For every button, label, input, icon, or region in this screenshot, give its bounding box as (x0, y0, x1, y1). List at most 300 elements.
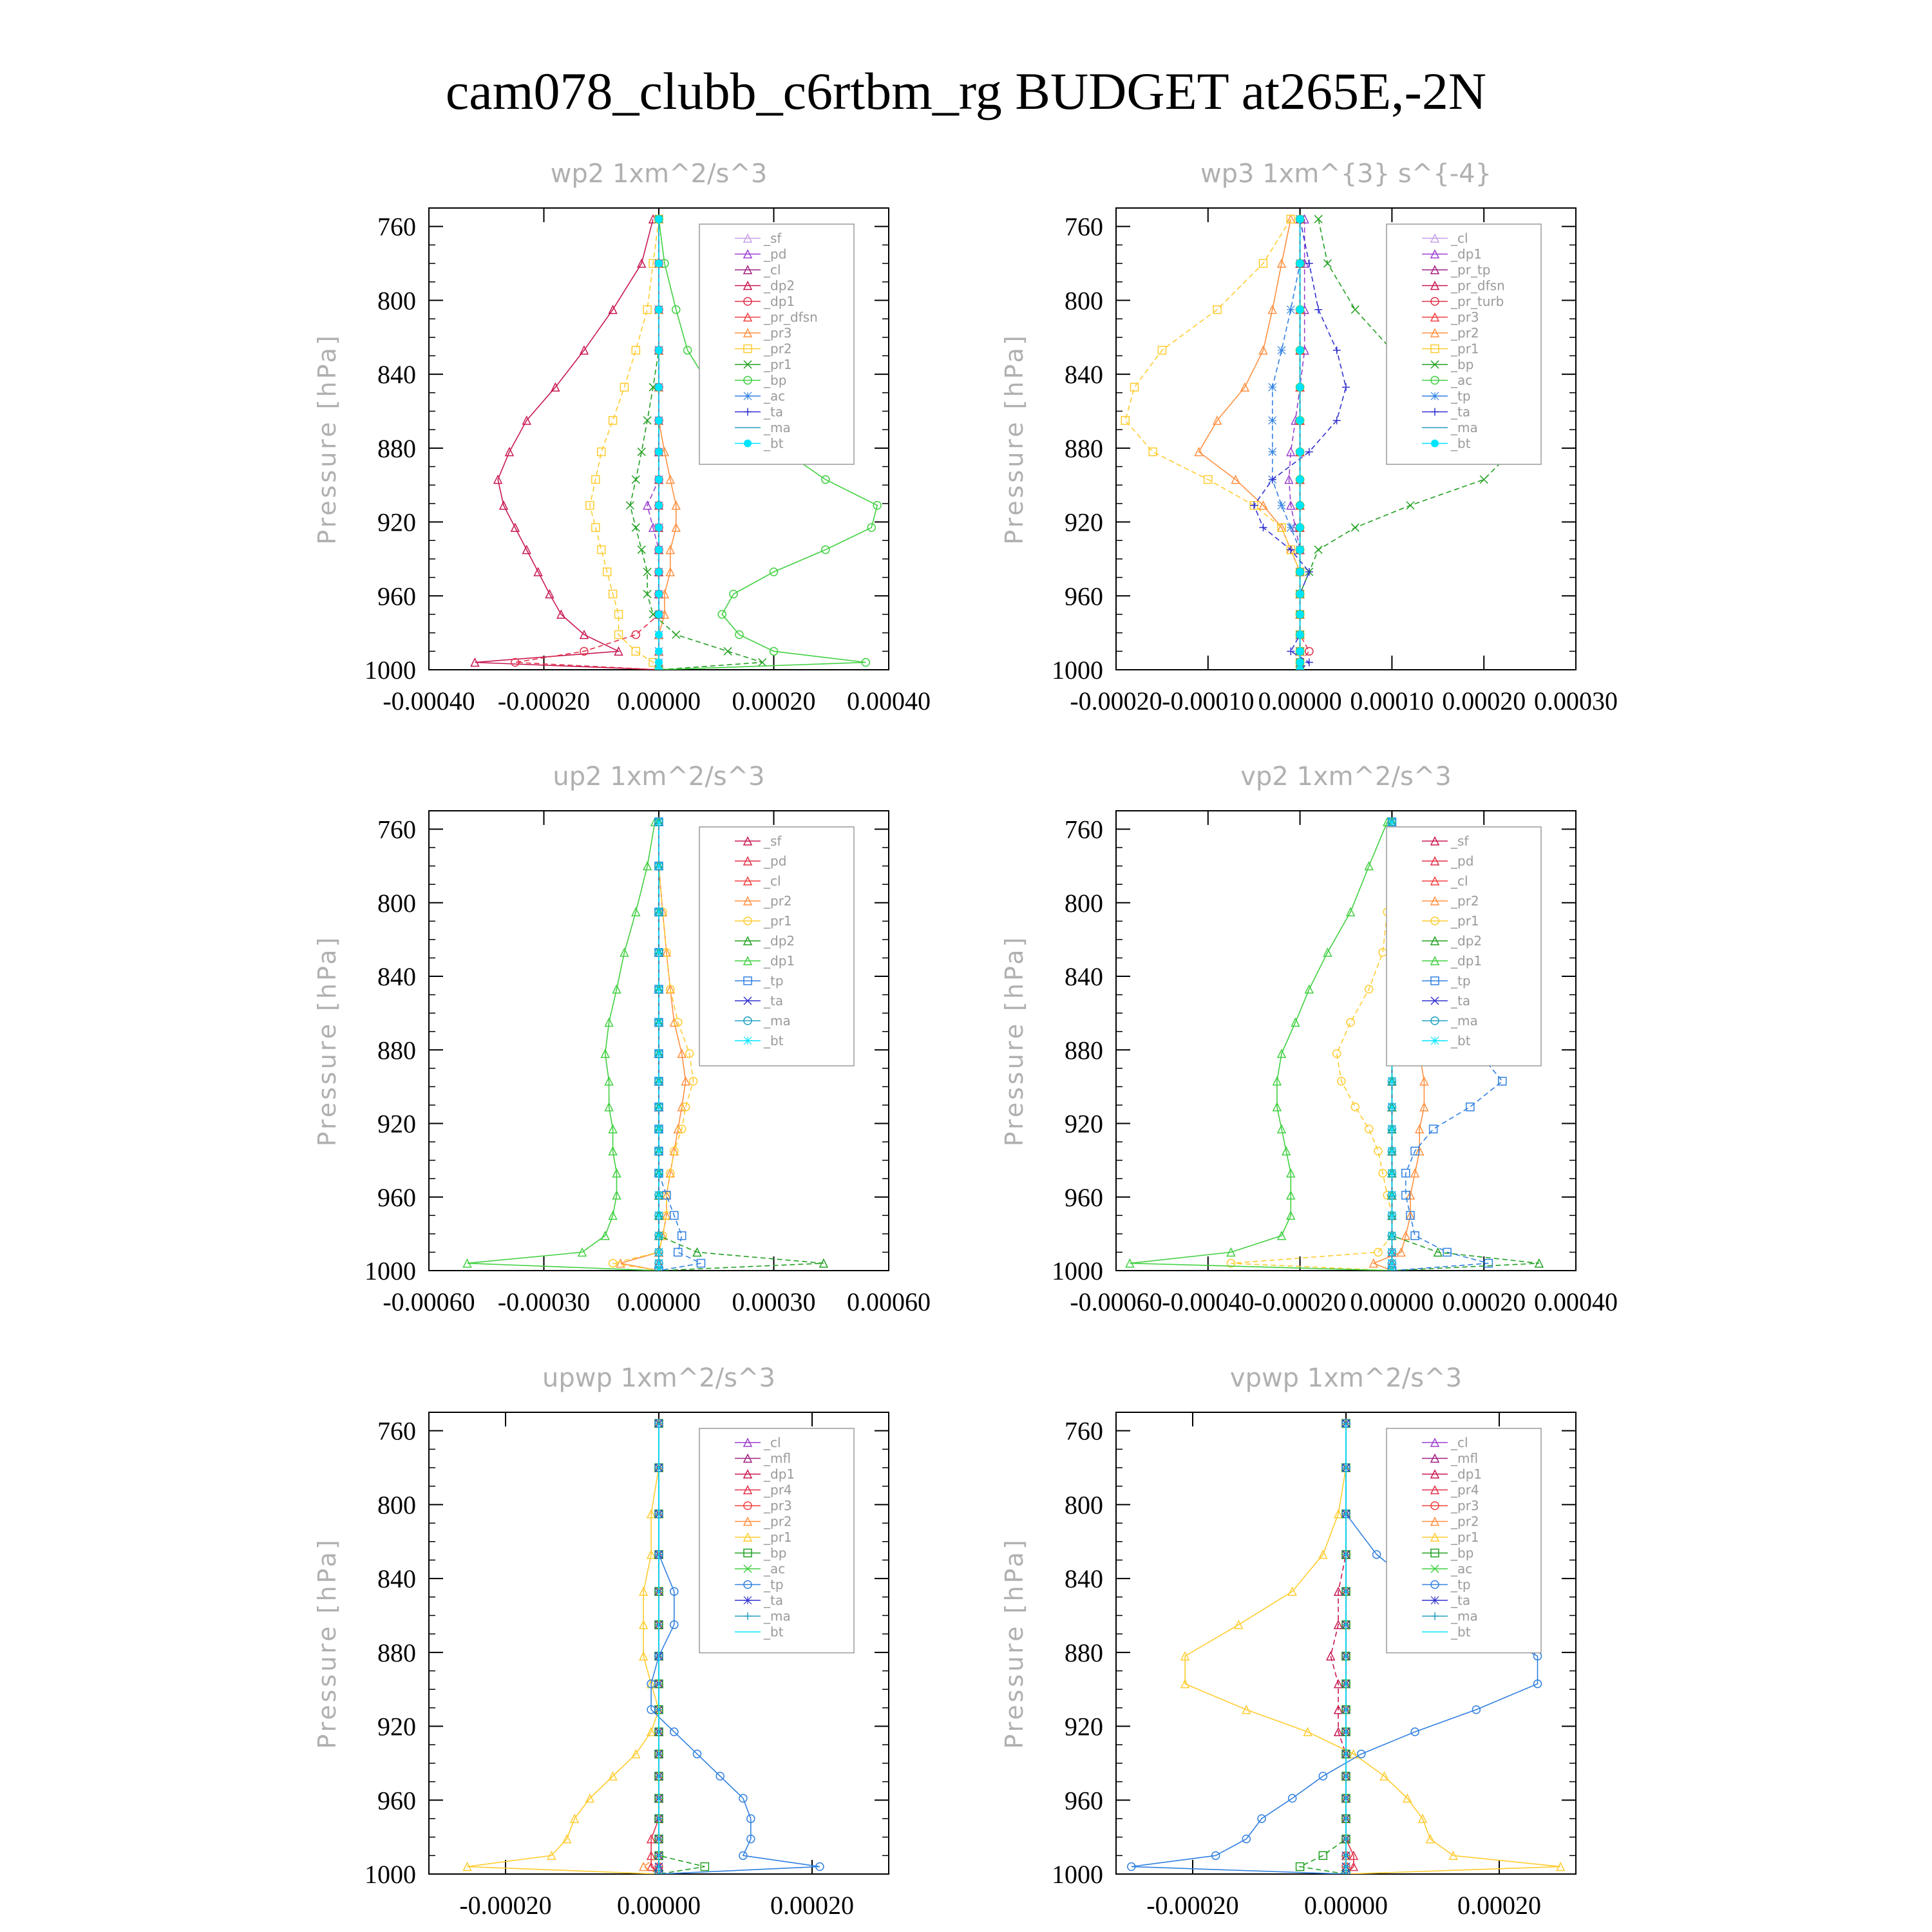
y-tick-label: 840 (377, 962, 416, 992)
legend-label: _ta (764, 404, 784, 420)
data-point (1296, 502, 1304, 509)
data-point (655, 1050, 663, 1057)
data-point (744, 392, 752, 400)
x-tick-label: 0.00020 (770, 1891, 854, 1920)
data-point (632, 524, 639, 531)
legend-label: _ta (764, 1593, 784, 1608)
x-tick-label: -0.00020 (497, 687, 591, 715)
data-point (655, 1248, 663, 1256)
legend (699, 827, 854, 1066)
legend-label: _mfl (764, 1450, 791, 1466)
chart-panel-wp2 (313, 159, 931, 715)
data-point (655, 448, 663, 456)
series-line (1130, 822, 1392, 1271)
legend-label: _dp2 (1451, 933, 1482, 949)
legend-label: _pr3 (764, 325, 792, 341)
legend-label: _pr2 (1451, 893, 1479, 909)
data-point (1305, 647, 1313, 655)
data-point (655, 862, 663, 870)
y-tick-label: 880 (377, 433, 416, 463)
data-point (655, 1018, 663, 1026)
data-point (1296, 524, 1304, 531)
legend-label: _pr3 (764, 1498, 792, 1513)
data-point (655, 568, 663, 576)
data-point (1388, 1125, 1396, 1133)
x-tick-label: 0.00000 (1258, 687, 1342, 715)
legend-label: _bt (1451, 435, 1471, 451)
legend (1387, 224, 1541, 464)
legend-label: _bt (1451, 1033, 1471, 1048)
chart-title: vpwp 1xm^2/s^3 (1229, 1363, 1463, 1393)
data-point (1411, 1232, 1419, 1240)
y-tick-label: 760 (377, 1416, 416, 1446)
y-tick-label: 800 (377, 286, 416, 316)
y-tick-label: 1000 (1052, 1256, 1103, 1285)
data-point (638, 546, 645, 554)
data-point (609, 417, 617, 424)
x-tick-label: 0.00030 (1534, 687, 1618, 715)
legend-label: _pr2 (1451, 1513, 1479, 1530)
data-point (1296, 306, 1304, 314)
data-point (1287, 647, 1294, 655)
data-point (1250, 502, 1258, 509)
data-point (744, 1037, 752, 1045)
data-point (1296, 383, 1304, 391)
data-point (655, 383, 663, 391)
data-point (598, 546, 605, 554)
series-line (643, 1423, 659, 1874)
data-point (678, 1232, 686, 1240)
legend-label: _ma (1451, 420, 1478, 435)
legend-label: _pr1 (764, 913, 792, 929)
series-line (590, 219, 659, 670)
data-point (1351, 524, 1359, 531)
legend (699, 224, 854, 464)
x-tick-label: 0.00000 (1304, 1891, 1388, 1920)
chart-panel-up2 (313, 762, 931, 1316)
legend-label: _pr1 (1451, 913, 1479, 929)
data-point (1351, 306, 1359, 314)
y-tick-label: 960 (1065, 1786, 1103, 1815)
legend-label: _pr3 (1451, 1498, 1479, 1513)
legend-label: _ta (1451, 404, 1471, 420)
legend-label: _pr_turb (1451, 294, 1504, 309)
x-tick-label: -0.00020 (1253, 1287, 1347, 1316)
data-point (626, 502, 634, 509)
legend-label: _ma (764, 1013, 791, 1028)
data-point (1431, 1037, 1439, 1045)
legend-label: _pd (764, 853, 787, 869)
x-tick-label: -0.00040 (1162, 1287, 1255, 1316)
y-tick-label: 920 (377, 1712, 416, 1741)
y-tick-label: 920 (1065, 1712, 1103, 1741)
chart-title: up2 1xm^2/s^3 (553, 762, 765, 791)
legend-label: _pr4 (1451, 1482, 1479, 1498)
x-tick-label: -0.00020 (1070, 687, 1162, 715)
legend-label: _dp1 (1451, 1466, 1482, 1482)
data-point (1259, 524, 1267, 531)
data-point (655, 666, 663, 674)
legend-label: _bt (1451, 1624, 1471, 1640)
y-tick-label: 840 (377, 360, 416, 390)
series-line (1331, 1423, 1346, 1874)
data-point (1287, 524, 1294, 531)
x-tick-label: 0.00030 (732, 1287, 816, 1316)
data-point (1388, 1077, 1396, 1085)
data-point (655, 1260, 663, 1267)
legend-label: _pr1 (1451, 341, 1479, 357)
data-point (1296, 476, 1304, 484)
y-tick-label: 960 (1065, 582, 1103, 611)
data-point (1314, 306, 1322, 314)
data-point (655, 590, 663, 598)
data-point (638, 448, 645, 456)
data-point (632, 346, 639, 354)
y-tick-label: 920 (377, 1109, 416, 1139)
data-point (643, 417, 651, 424)
chart-title: upwp 1xm^2/s^3 (542, 1363, 775, 1393)
legend-label: _ma (764, 420, 791, 435)
x-tick-label: -0.00060 (1070, 1287, 1162, 1316)
y-axis-label: Pressure [hPa] (1000, 333, 1028, 545)
x-tick-label: 0.00000 (617, 1891, 701, 1920)
y-tick-label: 760 (1065, 815, 1103, 844)
data-point (1296, 666, 1304, 674)
series-line (468, 822, 659, 1271)
series-line (1125, 219, 1300, 670)
y-tick-label: 760 (1065, 212, 1103, 242)
x-tick-label: 0.00010 (1350, 687, 1434, 715)
x-tick-label: 0.00020 (732, 687, 816, 715)
chart-title: wp3 1xm^{3} s^{-4} (1200, 159, 1492, 189)
y-tick-label: 960 (1065, 1182, 1103, 1212)
data-point (682, 1103, 690, 1111)
legend-label: _tp (1451, 1577, 1471, 1593)
x-tick-label: -0.00040 (383, 687, 475, 715)
y-tick-label: 920 (1065, 1109, 1103, 1139)
y-axis-label: Pressure [hPa] (313, 934, 341, 1147)
x-tick-label: 0.00060 (847, 1287, 931, 1316)
data-point (655, 647, 663, 655)
data-point (1296, 590, 1304, 598)
chart-panel-wp3 (1000, 159, 1618, 715)
data-point (655, 1267, 663, 1274)
legend-label: _ta (1451, 1593, 1471, 1608)
x-tick-label: -0.00030 (497, 1287, 591, 1316)
legend-label: _cl (764, 873, 781, 889)
y-tick-label: 800 (377, 888, 416, 918)
data-point (1296, 546, 1304, 554)
data-point (655, 985, 663, 993)
data-point (1431, 392, 1439, 400)
y-tick-label: 840 (1065, 360, 1103, 390)
series-line (659, 1423, 705, 1874)
series-line (515, 219, 659, 670)
x-tick-label: -0.00060 (383, 1287, 475, 1316)
data-point (655, 1170, 663, 1177)
x-tick-label: 0.00000 (1350, 1287, 1434, 1316)
y-tick-label: 800 (1065, 1490, 1103, 1520)
y-tick-label: 880 (377, 1638, 416, 1667)
data-point (1431, 440, 1439, 448)
legend-label: _pr1 (764, 1530, 792, 1545)
data-point (1269, 448, 1276, 456)
y-tick-label: 1000 (365, 656, 416, 685)
legend-label: _pr_dfsn (764, 309, 818, 325)
data-point (1342, 383, 1350, 391)
data-point (759, 659, 766, 667)
chart-title: wp2 1xm^2/s^3 (550, 159, 768, 189)
legend-label: _dp1 (764, 953, 795, 969)
legend-label: _ac (764, 1561, 786, 1577)
legend-label: _tp (764, 973, 784, 989)
data-point (1296, 417, 1304, 424)
y-tick-label: 800 (1065, 888, 1103, 918)
data-point (1388, 1248, 1396, 1256)
chart-panel-vp2 (1000, 762, 1618, 1316)
data-point (1351, 1103, 1359, 1111)
series-line (621, 822, 686, 1271)
figure-title: cam078_clubb_c6rtbm_rg BUDGET at265E,-2N (445, 62, 1487, 120)
data-point (1388, 1103, 1396, 1111)
y-axis-label: Pressure [hPa] (1000, 1537, 1028, 1749)
chart-title: vp2 1xm^2/s^3 (1240, 762, 1452, 791)
y-axis-label: Pressure [hPa] (1000, 934, 1028, 1147)
data-point (655, 260, 663, 267)
x-tick-label: -0.00020 (459, 1891, 552, 1920)
data-point (1296, 647, 1304, 655)
legend-label: _pr2 (764, 341, 792, 357)
y-tick-label: 880 (1065, 1638, 1103, 1667)
legend-label: _pd (764, 246, 787, 262)
y-tick-label: 760 (377, 212, 416, 242)
data-point (632, 476, 639, 484)
data-point (1296, 568, 1304, 576)
x-tick-label: 0.00020 (1457, 1891, 1541, 1920)
legend-label: _ma (764, 1608, 791, 1624)
data-point (655, 502, 663, 509)
data-point (1406, 502, 1414, 509)
series-line (1346, 1423, 1354, 1874)
data-point (674, 1248, 682, 1256)
data-point (655, 949, 663, 956)
y-axis-label: Pressure [hPa] (313, 1537, 341, 1749)
legend-label: _pr2 (764, 893, 792, 909)
y-tick-label: 1000 (1052, 1860, 1103, 1889)
legend-label: _bp (764, 1545, 787, 1561)
legend-label: _bt (764, 435, 784, 451)
chart-panel-upwp (313, 1363, 889, 1920)
series-line (1199, 219, 1300, 670)
data-point (655, 611, 663, 618)
data-point (655, 1191, 663, 1199)
y-tick-label: 760 (377, 815, 416, 844)
data-point (1296, 631, 1304, 639)
series-line (1231, 822, 1392, 1271)
y-tick-label: 960 (377, 582, 416, 611)
data-point (1480, 476, 1488, 484)
data-point (672, 631, 680, 639)
legend-label: _sf (1451, 833, 1469, 849)
y-tick-label: 960 (377, 1182, 416, 1212)
data-point (724, 647, 732, 655)
legend-label: _pr_dfsn (1451, 278, 1505, 294)
legend-label: _cl (764, 1435, 781, 1450)
legend-label: _bt (764, 1624, 784, 1640)
data-point (598, 448, 605, 456)
chart-panel-vpwp (1000, 1363, 1576, 1920)
data-point (1305, 659, 1313, 667)
y-tick-label: 880 (1065, 1036, 1103, 1065)
legend-label: _ma (1451, 1608, 1478, 1624)
data-point (655, 524, 663, 531)
x-tick-label: 0.00000 (617, 687, 701, 715)
data-point (632, 631, 639, 639)
data-point (655, 1211, 663, 1219)
legend-label: _ta (1451, 993, 1471, 1009)
y-tick-label: 960 (377, 1786, 416, 1815)
legend-label: _cl (764, 262, 781, 278)
legend-label: _pr2 (764, 1513, 792, 1530)
data-point (1296, 346, 1304, 354)
data-point (1388, 1232, 1396, 1240)
legend-label: _dp1 (1451, 953, 1482, 969)
legend-label: _tp (1451, 388, 1471, 404)
x-tick-label: 0.00000 (617, 1287, 701, 1316)
data-point (655, 476, 663, 484)
data-point (1269, 383, 1276, 391)
legend (1387, 1428, 1541, 1653)
y-tick-label: 1000 (365, 1860, 416, 1889)
legend-label: _ma (1451, 1013, 1478, 1028)
data-point (1278, 502, 1285, 509)
legend-label: _cl (1451, 231, 1468, 246)
x-tick-label: -0.00020 (1146, 1891, 1239, 1920)
data-point (1314, 215, 1322, 223)
series-line (659, 219, 676, 670)
legend-label: _tp (764, 1577, 784, 1593)
legend-label: _tp (1451, 973, 1471, 989)
data-point (1333, 346, 1341, 354)
x-tick-label: 0.00040 (847, 687, 931, 715)
data-point (1388, 1191, 1396, 1199)
data-point (639, 1863, 647, 1871)
y-tick-label: 880 (1065, 433, 1103, 463)
y-tick-label: 840 (377, 1564, 416, 1594)
series-line (613, 822, 694, 1271)
x-tick-label: 0.00020 (1442, 687, 1526, 715)
y-tick-label: 1000 (1052, 656, 1103, 685)
legend-label: _sf (764, 231, 782, 246)
legend-label: _pr2 (1451, 325, 1479, 341)
legend-label: _ta (764, 993, 784, 1009)
data-point (655, 215, 663, 223)
data-point (655, 1103, 663, 1111)
data-point (1278, 346, 1285, 354)
data-point (655, 346, 663, 354)
data-point (655, 417, 663, 424)
legend-label: _pr1 (1451, 1530, 1479, 1545)
data-point (1131, 383, 1139, 391)
legend-label: _ac (764, 388, 786, 404)
data-point (1388, 818, 1396, 826)
data-point (1296, 611, 1304, 618)
data-point (655, 1232, 663, 1240)
data-point (655, 306, 663, 314)
legend-label: _cl (1451, 1435, 1468, 1450)
series-line (468, 1423, 659, 1874)
data-point (655, 659, 663, 667)
y-tick-label: 800 (377, 1490, 416, 1520)
data-point (1388, 1260, 1396, 1267)
data-point (1287, 546, 1294, 554)
series-line (475, 219, 659, 670)
legend-label: _sf (764, 833, 782, 849)
y-tick-label: 840 (1065, 962, 1103, 992)
series-line (1300, 1423, 1346, 1874)
legend-label: _ac (1451, 372, 1473, 388)
y-tick-label: 920 (377, 507, 416, 537)
data-point (1314, 546, 1322, 554)
data-point (1347, 1018, 1354, 1026)
data-point (655, 1125, 663, 1133)
series-line (1289, 219, 1305, 670)
data-point (655, 908, 663, 916)
y-tick-label: 800 (1065, 286, 1103, 316)
legend-label: _bp (764, 372, 787, 388)
legend (699, 1428, 854, 1653)
legend-label: _pd (1451, 853, 1474, 869)
x-tick-label: 0.00020 (1442, 1287, 1526, 1316)
legend (1387, 827, 1541, 1066)
data-point (1374, 1147, 1382, 1155)
data-point (1296, 215, 1304, 223)
data-point (1296, 659, 1304, 667)
legend-label: _pr_tp (1451, 262, 1491, 278)
legend-label: _dp2 (764, 933, 795, 949)
x-tick-label: -0.00010 (1162, 687, 1255, 715)
data-point (1388, 1170, 1396, 1177)
data-point (655, 631, 663, 639)
data-point (1365, 1125, 1373, 1133)
y-axis-label: Pressure [hPa] (313, 333, 341, 545)
legend-label: _dp1 (764, 1466, 795, 1482)
legend-label: _ac (1451, 1561, 1473, 1577)
data-point (744, 440, 752, 448)
legend-label: _bt (764, 1033, 784, 1048)
data-point (1305, 260, 1313, 267)
y-tick-label: 840 (1065, 1564, 1103, 1594)
data-point (1287, 306, 1294, 314)
data-point (744, 1596, 752, 1604)
x-tick-label: 0.00040 (1534, 1287, 1618, 1316)
data-point (1269, 417, 1276, 424)
legend-label: _pr4 (764, 1482, 792, 1498)
data-point (1323, 260, 1331, 267)
data-point (1388, 1147, 1396, 1155)
data-point (1296, 260, 1304, 267)
legend-label: _cl (1451, 873, 1468, 889)
data-point (1388, 1267, 1396, 1274)
legend-label: _bp (1451, 1545, 1474, 1561)
data-point (655, 1077, 663, 1085)
legend-label: _dp1 (1451, 246, 1482, 262)
data-point (655, 818, 663, 826)
y-tick-label: 760 (1065, 1416, 1103, 1446)
legend-label: _mfl (1451, 1450, 1479, 1466)
legend-label: _pr3 (1451, 309, 1479, 325)
y-tick-label: 1000 (365, 1256, 416, 1285)
